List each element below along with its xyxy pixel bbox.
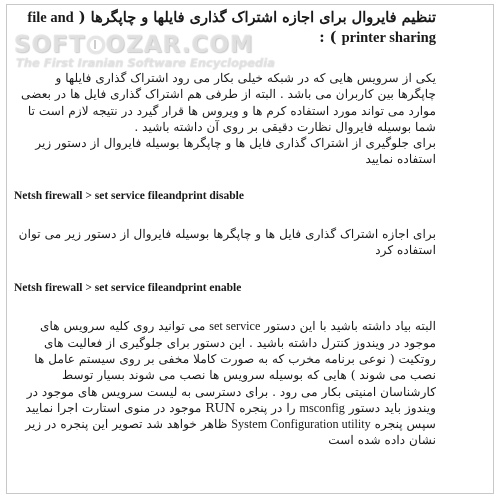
- note-text-3: را در پنجره RUN موجود در منوی استارت اجرا نمایید سپس پنجره: [25, 400, 436, 432]
- enable-paragraph: برای اجازه اشتراک گذاری فایل ها و چاپگرها بوسیله فایروال از دستور زیر می توان استفاده کرد: [18, 226, 436, 258]
- note-command-2: msconfig: [299, 400, 345, 415]
- watermark-logo-part2: OZAR.COM: [105, 32, 254, 58]
- note-command-3: System Configuration utility: [231, 417, 371, 432]
- note-command: set service: [209, 319, 261, 334]
- title-english-2: printer sharing: [341, 30, 436, 46]
- note-text-4: ظاهر خواهد شد تصویر این پنجره در زیر نشان داده شده است: [25, 417, 436, 448]
- watermark-logo-part1: SOFT: [14, 32, 86, 58]
- intro-paragraph-2: برای جلوگیری از اشتراک گذاری فایل ها و چاپگرها بوسیله فایروال از دستور زیر استفاده نمایید: [35, 136, 436, 167]
- watermark-tagline: The First Iranian Software Encyclopedia: [16, 56, 275, 70]
- title-english-1: file and: [27, 10, 74, 26]
- command-disable: Netsh firewall > set service fileandprint disable: [14, 189, 244, 202]
- article-title: [14, 8, 436, 48]
- title-persian: تنظیم فایروال برای اجازه اشتراک گذاری فایلها و چاپگرها (: [78, 9, 436, 26]
- command-enable: Netsh firewall > set service fileandprint enable: [14, 282, 242, 295]
- note-text-2: می توانید روی کلیه سرویس های موجود در ویندوز کنترل داشته باشید . این دستور برای جلوگیری از فعالیت های روتکیت ( نوعی برنامه مخرب که به صورت کاملا مخفی بر روی سیستم عامل ها نصب می شوند ) هایی که بوسیله سرویس ها نصب می شوند بسیار توسط کارشناسان امنیتی بکار می رود . برای دسترسی به لیست سرویس های موجود در ویندوز باید دستور: [26, 319, 436, 415]
- note-paragraph: [14, 318, 436, 448]
- note-text-1: البته بیاد داشته باشید با این دستور: [264, 319, 436, 334]
- article-body: [14, 8, 436, 449]
- intro-paragraph: یکی از سرویس هایی که در شبکه خیلی بکار می رود اشتراک گذاری فایلها و چاپگرها بین کاربران می باشد . البته از طرفی هم اشتراک گذاری فایل ها در بعضی موارد می تواند مورد استفاده کرم ها و ویروس ها قرار گیرد در نتیجه لازم است تا شما بوسیله فایروال نظارت دقیقی بر روی آن داشته باشید .: [21, 71, 436, 134]
- title-end: ) :: [319, 29, 337, 46]
